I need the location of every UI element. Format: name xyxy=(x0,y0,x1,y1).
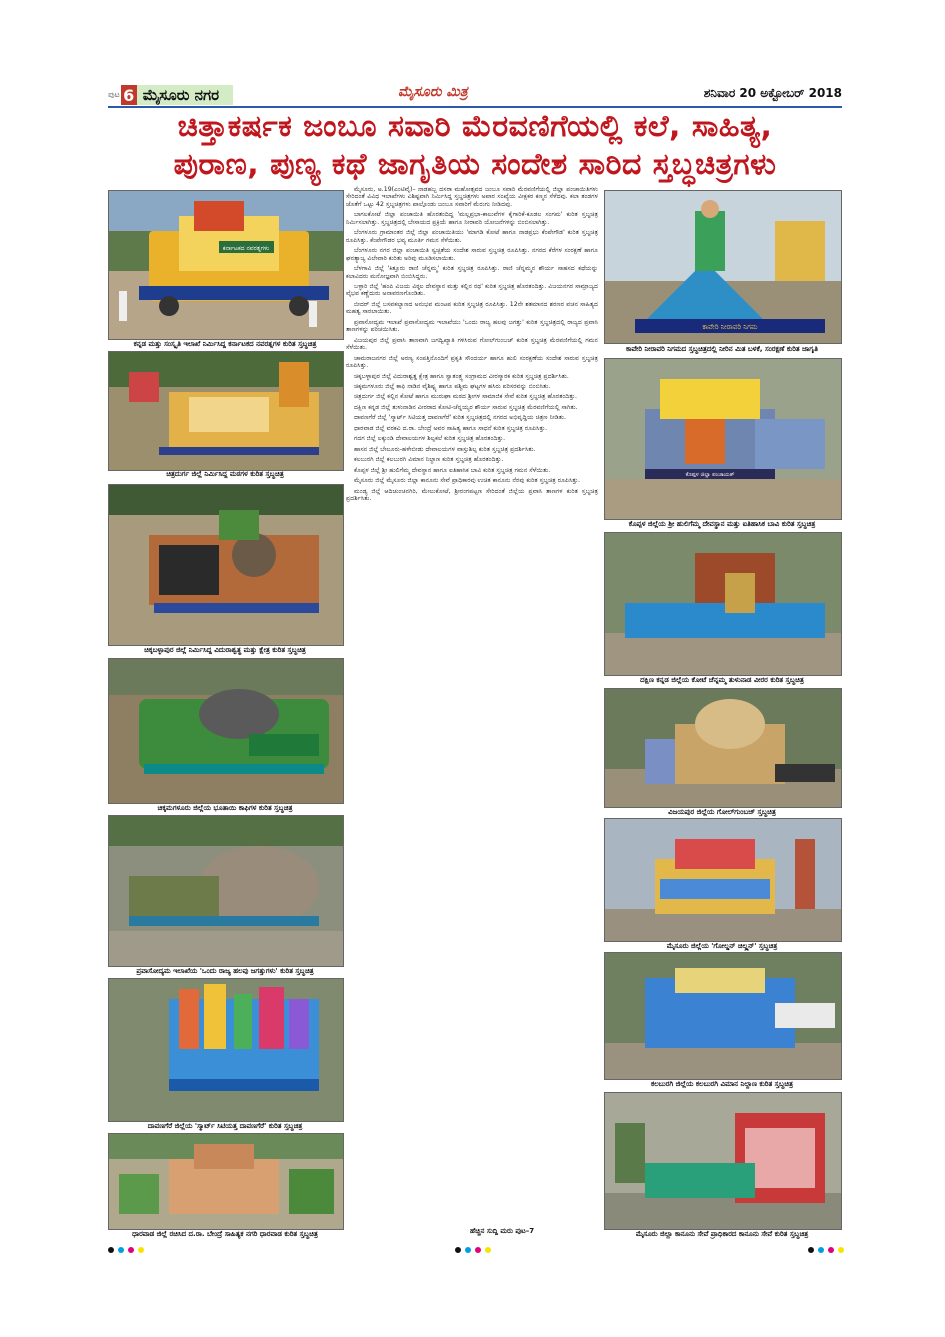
article-paragraph: ಬಳ್ಳಾರಿ ಜಿಲ್ಲೆ 'ಹಂಪಿ ವಿಜಯ ವಿಠ್ಠಲ ದೇವಸ್ಥಾನ ಮತ್ತು ಕಲ್ಲಿನ ರಥ' ಕುರಿತ ಸ್ತಬ್ಧಚಿತ್ರ ಹೊರತಂದಿತ್ತು. ವಿಜಯನಗರ ಸಾಮ್ರಾಜ್ಯದ ವೈಭವ ಕಣ್ಣೆದುರು ಅನಾವರಣಗೊಂಡಿತು. xyxy=(346,282,598,298)
caption-right-2: ಕೊಪ್ಪಳ ಜಿಲ್ಲೆಯ ಶ್ರೀ ಹುಲಿಗೆಮ್ಮ ದೇವಸ್ಥಾನ ಮತ್ತು ಐತಿಹಾಸಿಕ ಬಾವಿ ಕುರಿತ ಸ್ತಬ್ಧಚಿತ್ರ xyxy=(628,520,816,528)
page-label: ಪುಟ xyxy=(108,90,120,99)
color-registration-center xyxy=(455,1247,491,1253)
headline-line-2: ಪುರಾಣ, ಪುಣ್ಯ ಕಥೆ ಜಾಗೃತಿಯ ಸಂದೇಶ ಸಾರಿದ ಸ್ತಬ್ಧಚಿತ್ರಗಳು xyxy=(173,147,777,182)
article-body xyxy=(346,186,598,1228)
photo-davangere-float xyxy=(108,978,344,1122)
float-banner-navaratna: ಕರ್ನಾಟಕದ ನವರತ್ನಗಳು xyxy=(222,245,270,252)
photo-cauvery-float xyxy=(604,190,842,344)
caption-left-3: ಚಿಕ್ಕಬಳ್ಳಾಪುರ ಜಿಲ್ಲೆ ನಿರ್ಮಿಸಿದ್ದ ವಿದುರಾಶ್ವತ್ಥ ಮತ್ತು ಕ್ಷೇತ್ರ ಕುರಿತ ಸ್ತಬ್ಧಚಿತ್ರ xyxy=(144,646,306,654)
caption-right-4: ವಿಜಯಪುರ ಜಿಲ್ಲೆಯ ಗೋಲ್‌ಗುಂಬಜ್ ಸ್ತಬ್ಧಚಿತ್ರ xyxy=(668,808,776,816)
article-paragraph: ಮಂಡ್ಯ ಜಿಲ್ಲೆ ಆದಿಚುಂಚನಗಿರಿ, ಮೇಲುಕೋಟೆ, ಶ್ರೀರಂಗಪಟ್ಟಣ ಸೇರಿದಂತೆ ಜಿಲ್ಲೆಯ ಪ್ರವಾಸಿ ತಾಣಗಳ ಕುರಿತ ಸ್ತಬ್ಧಚಿತ್ರ ಪ್ರದರ್ಶಿಸಿತು. xyxy=(346,487,598,502)
registration-dot xyxy=(808,1247,814,1253)
registration-dot xyxy=(475,1247,481,1253)
caption-left-4: ಚಿಕ್ಕಮಗಳೂರು ಜಿಲ್ಲೆಯ ಭೂತಾಯಿ ಕಾಫಿಗಳ ಕುರಿತ ಸ್ತಬ್ಧಚಿತ್ರ xyxy=(157,804,293,812)
caption-right-1: ಕಾವೇರಿ ನೀರಾವರಿ ನಿಗಮದ ಸ್ತಬ್ಧಚಿತ್ರದಲ್ಲಿ ನೀರಿನ ಮಿತ ಬಳಕೆ, ಸಂರಕ್ಷಣೆ ಕುರಿತ ಜಾಗೃತಿ xyxy=(626,345,818,353)
article-paragraph: ಬಾಗಲಕೋಟೆ ಜಿಲ್ಲಾ ಪಂಚಾಯಿತಿ ಹೊರತಂದಿದ್ದ 'ಮಲ್ಲಪ್ರಭಾ-ಕಾಲುವೆಗಳ ಕೈಗಾರಿಕೆ-ಕೂಡಲ ಸಂಗಮ' ಕುರಿತ ಸ್ತಬ್ಧಚಿತ್ರ ನಿರ್ಮಿಸಲಾಗಿತ್ತು. ಸ್ತಬ್ಧಚಿತ್ರದಲ್ಲಿ ಬೇಸಾಯದ ಪ್ರಕ್ರಿಯೆ ಹಾಗೂ ನೀರಾವರಿ ಯೋಜನೆಗಳನ್ನು ಬಿಂಬಿಸಲಾಗಿತ್ತು. xyxy=(346,211,598,226)
section-title: ಮೈಸೂರು ನಗರ xyxy=(137,85,233,105)
caption-right-5: ಮೈಸೂರು ಜಿಲ್ಲೆಯ 'ಗೋಲ್ಡನ್ ಚಿಲ್ಡ್ರನ್' ಸ್ತಬ್ಧಚಿತ್ರ xyxy=(666,942,778,950)
float-banner-cauvery: ಕಾವೇರಿ ನೀರಾವರಿ ನಿಗಮ xyxy=(702,323,758,331)
article-paragraph: ಕಲಬುರಗಿ ಜಿಲ್ಲೆ ಕಲಬುರಗಿ ವಿಮಾನ ನಿಲ್ದಾಣ ಕುರಿತ ಸ್ತಬ್ಧಚಿತ್ರ ಹೊರತಂದಿತ್ತು. xyxy=(354,456,504,464)
photo-vijayapura-float xyxy=(604,688,842,808)
article-paragraph: ಚಿಕ್ಕಮಗಳೂರು ಜಿಲ್ಲೆ ಕಾಫಿ ನಾಡಿನ ವೈಶಿಷ್ಟ್ಯ ಹಾಗೂ ಪಶ್ಚಿಮ ಘಟ್ಟಗಳ ಹಸಿರು ಪರಿಸರವನ್ನು ಬಿಂಬಿಸಿತು. xyxy=(354,382,551,390)
article-paragraph: ಬೀದರ್ ಜಿಲ್ಲೆ ಬಸವಕಲ್ಯಾಣದ ಅನುಭವ ಮಂಟಪ ಕುರಿತ ಸ್ತಬ್ಧಚಿತ್ರ ರೂಪಿಸಿತ್ತು. 12ನೇ ಶತಮಾನದ ಶರಣರ ವಚನ ಸಾಹಿತ್ಯದ ಮಹತ್ವ ಸಾರಲಾಯಿತು. xyxy=(346,300,598,316)
page-tag xyxy=(108,84,233,106)
caption-left-6: ದಾವಣಗೆರೆ ಜಿಲ್ಲೆಯ 'ಸ್ಮಾರ್ಟ್ ಸಿಟಿಯತ್ತ ದಾವಣಗೆರೆ' ಕುರಿತ ಸ್ತಬ್ಧಚಿತ್ರ xyxy=(147,1122,303,1130)
article-paragraph: ಬೆಂಗಳೂರು ಗ್ರಾಮಾಂತರ ಜಿಲ್ಲೆ ಜಿಲ್ಲಾ ಪಂಚಾಯಿತಿಯು 'ಮಾಗಡಿ ಕೋಟೆ ಹಾಗೂ ನಾಡಪ್ರಭು ಕೆಂಪೇಗೌಡ' ಕುರಿತ ಸ್ತಬ್ಧಚಿತ್ರ ರೂಪಿಸಿತ್ತು. ಕೆಂಪೇಗೌಡರ ಭವ್ಯ ಮೂರ್ತಿ ಗಮನ ಸೆಳೆಯಿತು. xyxy=(346,229,598,244)
registration-dot xyxy=(818,1247,824,1253)
caption-right-7: ಮೈಸೂರು ಜಿಲ್ಲಾ ಕಾನೂನು ಸೇವೆ ಪ್ರಾಧಿಕಾರದ ಕಾನೂನು ಸೇವೆ ಕುರಿತ ಸ್ತಬ್ಧಚಿತ್ರ xyxy=(635,1230,809,1238)
article-paragraph: ಗದಗ ಜಿಲ್ಲೆ ಲಕ್ಕುಂಡಿ ದೇವಾಲಯಗಳ ಶಿಲ್ಪಕಲೆ ಕುರಿತ ಸ್ತಬ್ಧಚಿತ್ರ ಹೊರತಂದಿತ್ತು. xyxy=(354,435,506,443)
photo-dakshina-kannada-float xyxy=(604,532,842,676)
article-paragraph: ಚಿಕ್ಕಬಳ್ಳಾಪುರ ಜಿಲ್ಲೆ ವಿದುರಾಶ್ವತ್ಥ ಕ್ಷೇತ್ರ ಹಾಗೂ ಸ್ವಾತಂತ್ರ್ಯ ಸಂಗ್ರಾಮದ ವೀರಸ್ಮಾರಕ ಕುರಿತ ಸ್ತಬ್ಧಚಿತ್ರ ಪ್ರದರ್ಶಿಸಿತು. xyxy=(354,372,569,380)
photo-legal-services-float xyxy=(604,1092,842,1230)
photo-navaratna-float xyxy=(108,190,344,340)
caption-left-2: ಚಿತ್ರದುರ್ಗ ಜಿಲ್ಲೆ ನಿರ್ಮಿಸಿದ್ದ ಮಠಗಳ ಕುರಿತ ಸ್ತಬ್ಧಚಿತ್ರ xyxy=(166,470,284,478)
caption-right-3: ದಕ್ಷಿಣ ಕನ್ನಡ ಜಿಲ್ಲೆಯ ಕೋಟೆ ಚೆನ್ನಮ್ಮ ತುಳುನಾಡ ವೀರರ ಕುರಿತ ಸ್ತಬ್ಧಚಿತ್ರ xyxy=(640,676,804,684)
registration-dot xyxy=(128,1247,134,1253)
headline xyxy=(108,108,842,184)
registration-dot xyxy=(118,1247,124,1253)
color-registration-left xyxy=(108,1247,144,1253)
article-paragraph: ಹಾಸನ ಜಿಲ್ಲೆ ಬೇಲೂರು-ಹಳೇಬೀಡು ದೇವಾಲಯಗಳ ವಾಸ್ತುಶಿಲ್ಪ ಕುರಿತ ಸ್ತಬ್ಧಚಿತ್ರ ಪ್ರದರ್ಶಿಸಿತು. xyxy=(354,445,536,453)
color-registration-right xyxy=(808,1247,844,1253)
page-header xyxy=(108,84,842,106)
caption-left-1: ಕನ್ನಡ ಮತ್ತು ಸಂಸ್ಕೃತಿ ಇಲಾಖೆ ನಿರ್ಮಿಸಿದ್ದ ಕರ್ನಾಟಕದ ನವರತ್ನಗಳ ಕುರಿತ ಸ್ತಬ್ಧಚಿತ್ರ xyxy=(133,340,317,348)
caption-left-7: ಧಾರವಾಡ ಜಿಲ್ಲೆ ರಚಿಸಿದ ದ.ರಾ. ಬೇಂದ್ರೆ ಸಾಹಿತ್ಯಕ ನಗರಿ ಧಾರವಾಡ ಕುರಿತ ಸ್ತಬ್ಧಚಿತ್ರ xyxy=(132,1230,318,1238)
article-paragraph: ಬೆಂಗಳೂರು ನಗರ ಜಿಲ್ಲಾ ಪಂಚಾಯಿತಿ ಸ್ವಚ್ಛತೆಯ ಸಂದೇಶ ಸಾರುವ ಸ್ತಬ್ಧಚಿತ್ರ ರೂಪಿಸಿತ್ತು. ನಗರದ ಕೆರೆಗಳ ಸಂರಕ್ಷಣೆ ಹಾಗೂ ಘನತ್ಯಾಜ್ಯ ವಿಲೇವಾರಿ ಕುರಿತು ಅರಿವು ಮೂಡಿಸಲಾಯಿತು. xyxy=(346,247,598,262)
masthead: ಮೈಸೂರು ಮಿತ್ರ xyxy=(398,84,468,100)
registration-dot xyxy=(828,1247,834,1253)
photo-tourism-float xyxy=(108,815,344,967)
article-paragraph: ದಕ್ಷಿಣ ಕನ್ನಡ ಜಿಲ್ಲೆ ತುಳುನಾಡಿನ ವೀರರಾದ ಕೋಟಿ-ಚೆನ್ನಯ್ಯರ ಶೌರ್ಯ ಸಾರುವ ಸ್ತಬ್ಧಚಿತ್ರ ಮೆರವಣಿಗೆಯಲ್ಲಿ ಸಾಗಿತು. xyxy=(354,403,578,411)
article-paragraph: ವಿಜಯಪುರ ಜಿಲ್ಲೆ ಪ್ರವಾಸಿ ತಾಣವಾಗಿ ಜಗದ್ವಿಖ್ಯಾತಿ ಗಳಿಸಿರುವ ಗೋಲ್‌ಗುಂಬಜ್ ಕುರಿತ ಸ್ತಬ್ಧಚಿತ್ರ ಮೆರವಣಿಗೆಯಲ್ಲಿ ಗಮನ ಸೆಳೆಯಿತು. xyxy=(346,336,598,352)
registration-dot xyxy=(455,1247,461,1253)
continued-notice: ಹೆಚ್ಚಿನ ಸುದ್ದಿ ಮರು ಪುಟ–7 xyxy=(470,1227,535,1235)
registration-dot xyxy=(108,1247,114,1253)
photo-chitradurga-float xyxy=(108,351,344,471)
photo-vidurashwatha-float xyxy=(108,484,344,646)
caption-left-5: ಪ್ರವಾಸೋದ್ಯಮ ಇಲಾಖೆಯ 'ಒಂದು ರಾಜ್ಯ ಹಲವು ಜಗತ್ತುಗಳು' ಕುರಿತ ಸ್ತಬ್ಧಚಿತ್ರ xyxy=(136,967,314,975)
headline-line-1: ಚಿತ್ತಾಕರ್ಷಕ ಜಂಬೂ ಸವಾರಿ ಮೆರವಣಿಗೆಯಲ್ಲಿ ಕಲೆ, ಸಾಹಿತ್ಯ, xyxy=(177,109,773,144)
article-paragraph: ಬೆಳಗಾವಿ ಜಿಲ್ಲೆ 'ಕಿತ್ತೂರು ರಾಣಿ ಚೆನ್ನಮ್ಮ' ಕುರಿತ ಸ್ತಬ್ಧಚಿತ್ರ ರೂಪಿಸಿತ್ತು. ರಾಣಿ ಚೆನ್ನಮ್ಮನ ಶೌರ್ಯ ಸಾಹಸದ ಕಥೆಯನ್ನು ಕಲಾವಿದರು ಮನೋಜ್ಞವಾಗಿ ಬಿಂಬಿಸಿದ್ದರು. xyxy=(346,265,598,280)
photo-koppal-float xyxy=(604,358,842,520)
article-paragraph: ಮೈಸೂರು, ಅ.19(ಎಂಟಿವೈ)– ನಾಡಹಬ್ಬ ದಸರಾ ಮಹೋತ್ಸವದ ಜಂಬೂ ಸವಾರಿ ಮೆರವಣಿಗೆಯಲ್ಲಿ ಜಿಲ್ಲಾ ಪಂಚಾಯಿತಿಗಳು ಸೇರಿದಂತೆ ವಿವಿಧ ಇಲಾಖೆಗಳು ವಿಶಿಷ್ಟವಾಗಿ ನಿರ್ಮಿಸಿದ್ದ ಸ್ತಬ್ಧಚಿತ್ರಗಳು ಅಪಾರ ಸಂಖ್ಯೆಯ ವೀಕ್ಷಕರ ಕಣ್ಮನ ಸೆಳೆದವು. ಕಲಾ ತಂಡಗಳ ಜೊತೆಗೆ ಒಟ್ಟು 42 ಸ್ತಬ್ಧಚಿತ್ರಗಳು ಪಾಲ್ಗೊಂಡು ಜಂಬೂ ಸವಾರಿಗೆ ಮೆರುಗು ನೀಡಿದವು. xyxy=(346,186,598,208)
page-number: 6 xyxy=(121,85,137,105)
article-paragraph: ಕೊಪ್ಪಳ ಜಿಲ್ಲೆ ಶ್ರೀ ಹುಲಿಗೆಮ್ಮ ದೇವಸ್ಥಾನ ಹಾಗೂ ಐತಿಹಾಸಿಕ ಬಾವಿ ಕುರಿತ ಸ್ತಬ್ಧಚಿತ್ರ ಗಮನ ಸೆಳೆಯಿತು. xyxy=(354,466,551,474)
article-paragraph: ಚಿತ್ರದುರ್ಗ ಜಿಲ್ಲೆ ಕಲ್ಲಿನ ಕೋಟೆ ಹಾಗೂ ಮುರುಘಾ ಮಠದ ಶ್ರೀಗಳ ಸಾಮಾಜಿಕ ಸೇವೆ ಕುರಿತ ಸ್ತಬ್ಧಚಿತ್ರ ಹೊರತಂದಿತ್ತು. xyxy=(354,393,577,401)
caption-right-6: ಕಲಬುರಗಿ ಜಿಲ್ಲೆಯ ಕಲಬುರಗಿ ವಿಮಾನ ನಿಲ್ದಾಣ ಕುರಿತ ಸ್ತಬ್ಧಚಿತ್ರ xyxy=(651,1080,793,1088)
issue-date: ಶನಿವಾರ 20 ಅಕ್ಟೋಬರ್ 2018 xyxy=(703,86,842,100)
photo-chikkamagaluru-float xyxy=(108,658,344,804)
article-paragraph: ಪ್ರವಾಸೋದ್ಯಮ ಇಲಾಖೆ ಪ್ರವಾಸೋದ್ಯಮ ಇಲಾಖೆಯು 'ಒಂದು ರಾಜ್ಯ ಹಲವು ಜಗತ್ತು' ಕುರಿತ ಸ್ತಬ್ಧಚಿತ್ರದಲ್ಲಿ ರಾಜ್ಯದ ಪ್ರವಾಸಿ ತಾಣಗಳನ್ನು ಪರಿಚಯಿಸಿತು. xyxy=(346,318,598,334)
photo-kalaburagi-float xyxy=(604,952,842,1080)
registration-dot xyxy=(485,1247,491,1253)
photo-dharwad-float xyxy=(108,1133,344,1230)
float-banner-koppal: ಕೊಪ್ಪಳ ಜಿಲ್ಲಾ ಪಂಚಾಯತ್ xyxy=(685,472,735,478)
registration-dot xyxy=(138,1247,144,1253)
article-paragraph: ಮೈಸೂರು ಜಿಲ್ಲೆ ಮೈಸೂರು ಜಿಲ್ಲಾ ಕಾನೂನು ಸೇವೆ ಪ್ರಾಧಿಕಾರವು ಉಚಿತ ಕಾನೂನು ನೆರವು ಕುರಿತ ಸ್ತಬ್ಧಚಿತ್ರ ರೂಪಿಸಿತ್ತು. xyxy=(354,477,580,485)
registration-dot xyxy=(465,1247,471,1253)
photo-mysuru-golden-float xyxy=(604,818,842,942)
article-paragraph: ದಾವಣಗೆರೆ ಜಿಲ್ಲೆ 'ಸ್ಮಾರ್ಟ್ ಸಿಟಿಯತ್ತ ದಾವಣಗೆರೆ' ಕುರಿತ ಸ್ತಬ್ಧಚಿತ್ರದಲ್ಲಿ ನಗರದ ಅಭಿವೃದ್ಧಿಯ ಚಿತ್ರಣ ನೀಡಿತು. xyxy=(354,414,566,422)
article-paragraph: ಚಾಮರಾಜನಗರ ಜಿಲ್ಲೆ ಅರಣ್ಯ ಸಂಪತ್ತಿನೊಂದಿಗೆ ಪ್ರಕೃತಿ ಸೌಂದರ್ಯ ಹಾಗೂ ಹುಲಿ ಸಂರಕ್ಷಣೆಯ ಸಂದೇಶ ಸಾರುವ ಸ್ತಬ್ಧಚಿತ್ರ ರೂಪಿಸಿತ್ತು. xyxy=(346,354,598,370)
article-paragraph: ಧಾರವಾಡ ಜಿಲ್ಲೆ ವರಕವಿ ದ.ರಾ. ಬೇಂದ್ರೆ ಅವರ ಸಾಹಿತ್ಯ ಹಾಗೂ ಸಾಧನೆ ಕುರಿತ ಸ್ತಬ್ಧಚಿತ್ರ ರೂಪಿಸಿತ್ತು. xyxy=(354,424,548,432)
registration-dot xyxy=(838,1247,844,1253)
